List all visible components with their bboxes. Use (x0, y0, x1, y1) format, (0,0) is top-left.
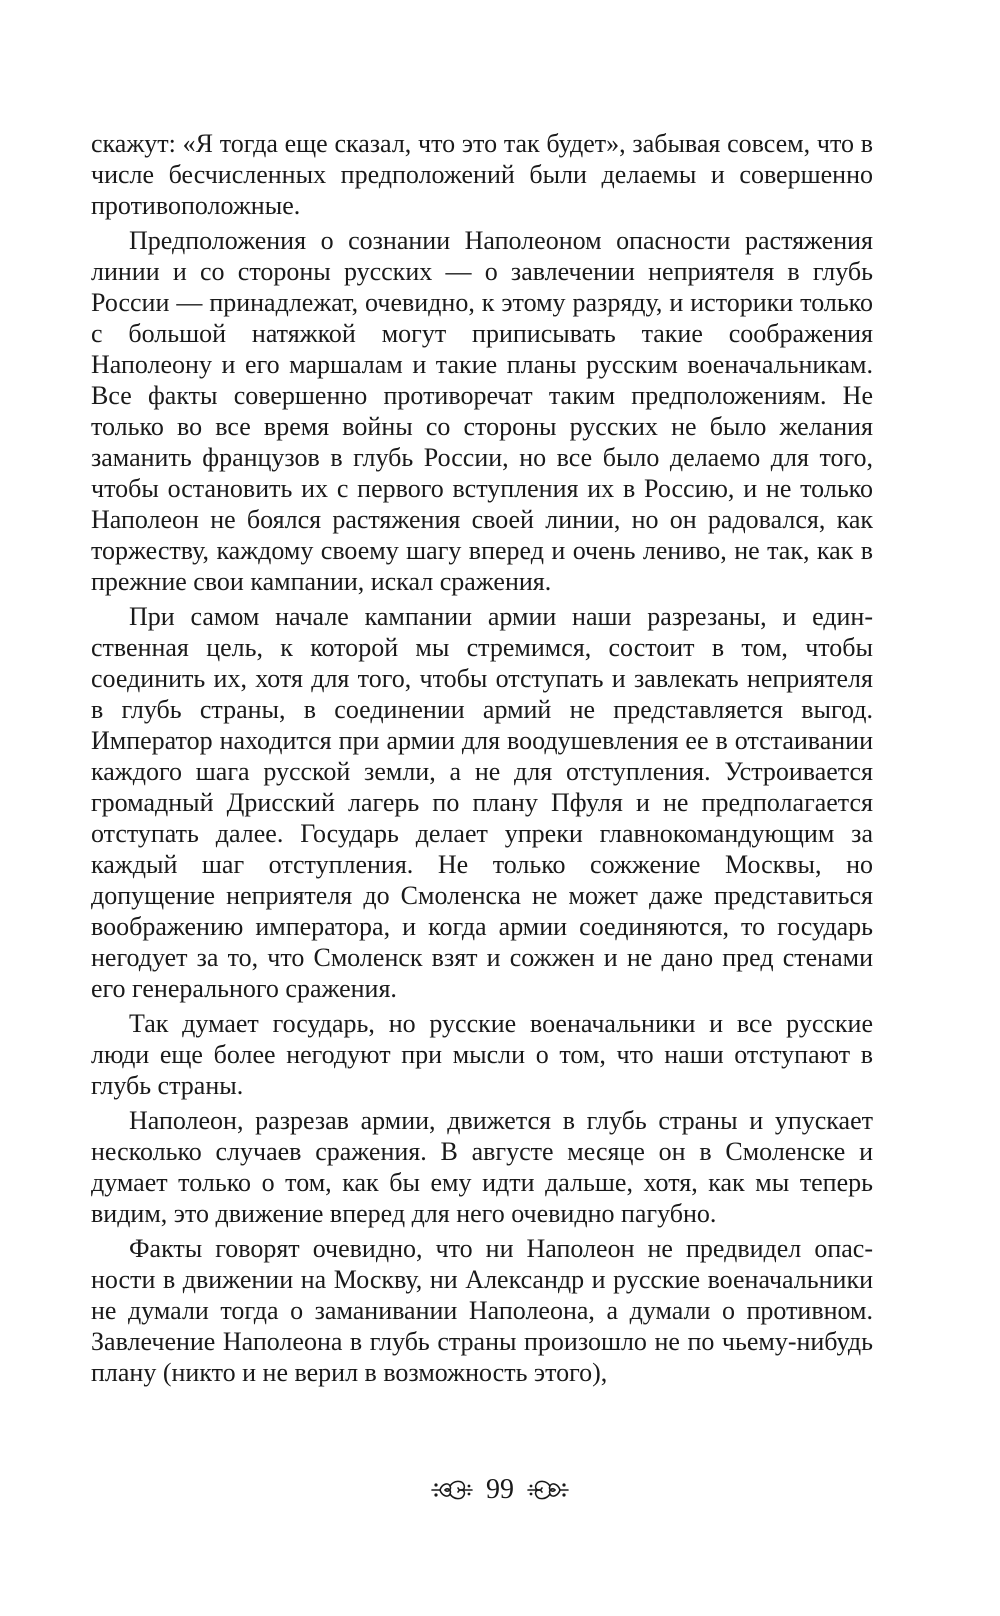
paragraph-5: Наполеон, разрезав армии, движется в глубь страны и упускает несколько случаев сражения. В августе месяце он в Смоленске и думает только о том, как бы ему идти дальше, хотя, как мы теперь видим, это движение вперед для него очевидно пагубно. (91, 1106, 873, 1228)
page-number: 99 (486, 1474, 514, 1505)
flourish-right-icon (526, 1478, 570, 1502)
paragraph-3: При самом начале кампании армии наши разрезаны, и единственная цель, к которой мы стремимся, состоит в том, чтобы соединить их, хотя для того, чтобы отступать и завлекать неприятеля в глубь страны, в соединении армий не представляется выгод. Император находится при армии для воодушевления ее в отстаивании каждого шага русской земли, а не для отступления. Устроивается громадный Дрисский лагерь по плану Пфуля и не предполагается отступать далее. Государь делает упреки главнокомандующим за каждый шаг отступления. Не только сожжение Москвы, но допущение неприятеля до Смоленска не может даже представиться воображению императора, и когда армии соединяются, то государь негодует за то, что Смоленск взят и сожжен и не дано пред стенами его генерального сражения. (91, 602, 873, 1003)
page-footer (0, 1474, 1000, 1506)
paragraph-1: скажут: «Я тогда еще сказал, что это так будет», забывая совсем, что в числе бесчисленных предположений были делаемы и совершенно противоположные. (91, 129, 873, 220)
page-body-text (91, 128, 873, 1392)
paragraph-2: Предположения о сознании Наполеоном опасности растяжения линии и со стороны русских — о завлечении неприятеля в глубь России — принадлежат, очевидно, к этому разряду, и историки только с большой натяжкой могут приписывать такие соображения Наполеону и его маршалам и такие планы русским военачальникам. Все факты совершенно противоречат таким предположениям. Не только во все время войны со стороны русских не было желания заманить французов в глубь России, но все было делаемо для того, чтобы остановить их с первого вступления их в Россию, и не только Наполеон не боялся растяжения своей линии, но он радовался, как торжеству, каждому своему шагу вперед и очень лениво, не так, как в прежние свои кампании, искал сражения. (91, 226, 873, 596)
paragraph-4: Так думает государь, но русские военачальники и все русские люди еще более негодуют при мысли о том, что наши отступают в глубь страны. (91, 1009, 873, 1100)
flourish-left-icon (430, 1478, 474, 1502)
paragraph-6: Факты говорят очевидно, что ни Наполеон не предвидел опасности в движении на Москву, ни Александр и русские военачальники не думали тогда о заманивании Наполеона, а думали о противном. Завлечение Наполеона в глубь страны произошло не по чьему-нибудь плану (никто и не верил в возможность этого), (91, 1234, 873, 1387)
